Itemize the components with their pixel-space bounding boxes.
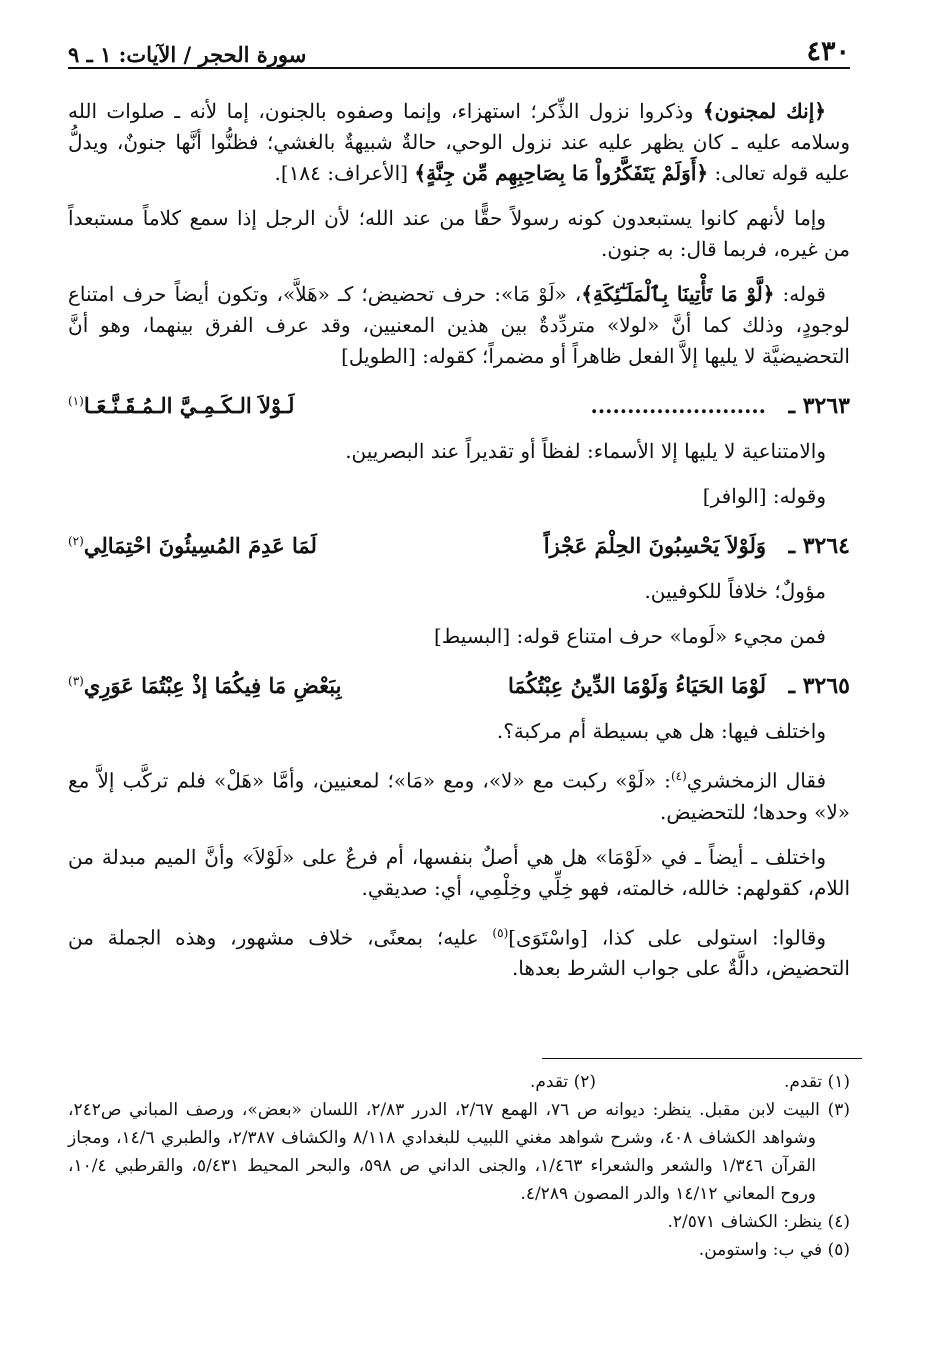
paragraph-6: مؤولٌ؛ خلافاً للكوفيين. [644, 579, 826, 603]
poetry-line-3265 [68, 666, 850, 702]
paragraph-5: وقوله: [الوافر] [702, 484, 826, 508]
paragraph-11 [68, 918, 850, 985]
footnote-ref: (٢) [67, 534, 84, 548]
footnote-3: (٣) البيت لابن مقبل. ينظر: ديوانه ص ٧٦، الهمع ٢/٦٧، الدرر ٢/٨٣، اللسان «بعض»، ورصف المباني ص٢٤٢، وشواهد الكشاف ٤٠٨، وشرح شواهد مغني اللبيب للبغدادي ٨/١١٨ والكشاف ٢/٣٨٧، والطبري ١٤/٦، ومجاز القرآن ١/٣٤٦ والشعر والشعراء ١/٤٦٣، والجنى الداني ص ٥٩٨، والبحر المحيط ٥/٤٣١، والقرطبي ١٠/٤، وروح المعاني ١٤/١٢ والدر المصون ٤/٢٨٩. [68, 1100, 850, 1204]
verse-hemistich-2 [68, 526, 430, 561]
footnote-ref: (٣) [68, 674, 84, 688]
footnote-ref: (٥) [492, 925, 509, 940]
verse-number: ٣٢٦٣ ـ [788, 393, 850, 419]
paragraph-2: وإما لأنهم كانوا يستبعدون كونه رسولاً حقًّا من عند الله؛ لأن الرجل إذا سمع كلاماً مستبعداً من غيره، فربما قال: به جنون. [68, 206, 850, 261]
paragraph-7: فمن مجيء «لَوما» حرف امتناع قوله: [البسيط] [434, 624, 826, 648]
verse-hemistich-1: وَلَوْلاَ يَحْسِبُونَ الحِلْمَ عَجْزاً [543, 533, 766, 558]
verse-hemistich-2 [68, 666, 425, 701]
quran-quote: ﴿أَوَلَمْ يَتَفَكَّرُواْ مَا بِصَاحِبِهِم مِّن جِنَّةٍ﴾ [414, 161, 709, 185]
verse-text: لَـوْلاَ الـكَـمِـيَّ الـمُـقَـنَّـعَـا [83, 393, 295, 418]
poetry-line-3263 [68, 386, 850, 422]
citation: [الأعراف: ١٨٤]. [274, 161, 415, 185]
quran-quote: ﴿إنك لمجنون﴾ [702, 99, 826, 123]
paragraph-4: والامتناعية لا يليها إلا الأسماء: لفظاً أو تقديراً عند البصريين. [345, 439, 826, 463]
page-header [68, 36, 850, 70]
footnote-ref: (١) [67, 394, 84, 408]
page-number: ٤٣٠ [806, 36, 850, 67]
verse-hemistich [68, 386, 442, 421]
verse-number: ٣٢٦٤ ـ [788, 533, 850, 559]
footnote-2: (٢) تقدم. [529, 1072, 596, 1092]
poetry-line-3264 [68, 526, 850, 562]
paragraph-text: ، «لَوْ مَا»: حرف تحضيض؛ كـ «هَلاَّ»، وتكون أيضاً حرف امتناع لوجودٍ، وذلك كما أنَّ «لولا» متردِّدةٌ بين هذين المعنيين، وقد عرف الفرق بينهما، وهو أنَّ التحضيضيَّة لا يليها إلاَّ الفعل ظاهراً أو مضمراً؛ كقوله: [الطويل] [68, 282, 850, 368]
paragraph-lead: فقال الزمخشري [686, 768, 827, 793]
paragraph-text: : «لَوْ» ركبت مع «لا»، ومع «مَا»؛ لمعنيين، وأمَّا «هَلْ» فلم تركَّب إلاَّ مع «لا» وحدها؛ للتحضيض. [68, 768, 850, 824]
paragraph-text: عليه؛ بمعنًى، خلاف مشهور، وهذه الجملة من التحضيض، دالَّةٌ على جواب الشرط بعدها. [68, 925, 850, 981]
paragraph-1 [68, 96, 850, 189]
footnote-separator [542, 1058, 862, 1059]
surah-title: سورة الحجر / الآيات: ١ ـ ٩ [68, 42, 307, 67]
verse-dots: ........................ [590, 393, 766, 418]
footnotes [68, 1068, 850, 1264]
paragraph-10: واختلف ـ أيضاً ـ في «لَوْمَا» هل هي أصلٌ بنفسها، أم فرعٌ على «لَوْلاَ» وأنَّ الميم مبدلة من اللام، كقولهم: خالله، خالمته، فهو خِلِّي وخِلْمِي، أي: صديقي. [68, 844, 850, 900]
footnote-row [68, 1068, 850, 1096]
paragraph-8: واختلف فيها: هل هي بسيطة أم مركبة؟. [496, 719, 826, 743]
footnote-5: (٥) في ب: واستومن. [698, 1240, 850, 1260]
paragraph-lead: قوله: [774, 282, 826, 306]
footnote-4: (٤) ينظر: الكشاف ٢/٥٧١. [667, 1212, 850, 1232]
paragraph-3 [68, 279, 850, 372]
footnote-1: (١) تقدم. [783, 1072, 850, 1092]
verse-number: ٣٢٦٥ ـ [788, 673, 850, 699]
paragraph-lead: وقالوا: استولى على كذا، [واسْتَوَى] [508, 925, 826, 950]
header-rule [68, 67, 850, 69]
verse-hemistich-1: لَوْمَا الحَيَاءُ وَلَوْمَا الدِّينُ عِبْتُكُمَا [508, 673, 766, 698]
paragraph-9 [68, 761, 850, 828]
verse-text: بِبَعْضِ مَا فِيكُمَا إذْ عِبْتُمَا عَوَرِي [83, 673, 342, 698]
verse-text: لَمَا عَدِمَ المُسِيئُونَ احْتِمَالِي [83, 533, 317, 558]
quran-quote: ﴿لَّوْ مَا تَأْتِينَا بِٱلْمَلَـٰٓئِكَةِ﴾ [581, 282, 775, 306]
footnote-ref: (٤) [670, 769, 687, 783]
paragraph-text: وذكروا نزول الذِّكر؛ استهزاء، وإنما وصفوه بالجنون، إما لأنه ـ صلوات الله وسلامه عليه ـ كان يظهر عليه عند نزول الوحي، حالةٌ شبيهةٌ بالغشي؛ فظنُّوا أنَّها جنونٌ، ويدلُّ عليه قوله تعالى: [68, 99, 850, 185]
main-text [68, 96, 850, 998]
